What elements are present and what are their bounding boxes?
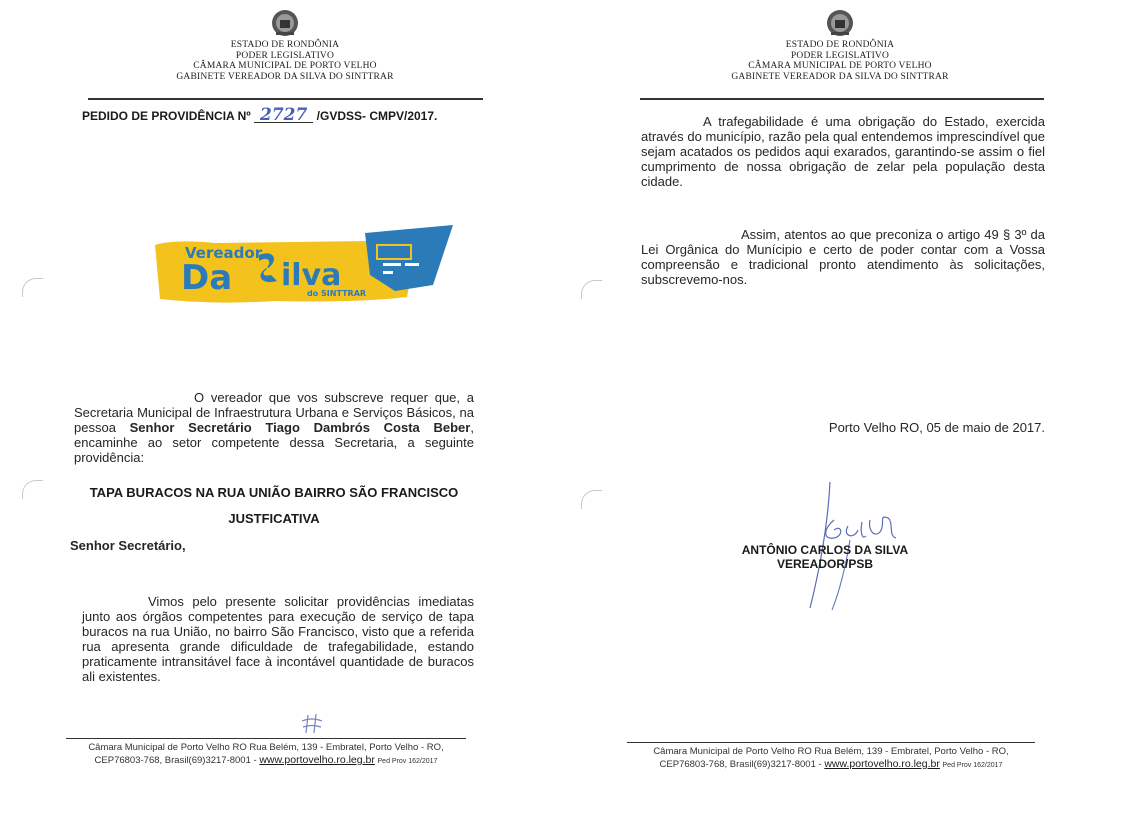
logo-text-da: Da (181, 258, 233, 298)
request-intro-paragraph (74, 390, 474, 465)
intro-text-start: O vereador que vos subscreve requer que, a Secretaria Municipal de Infraestrutura Urbana e Serviços Básicos, na pessoa (74, 390, 474, 435)
justification-paragraph-1 (641, 114, 1045, 189)
footer-tag: Ped Prov 162/2017 (377, 758, 438, 765)
coat-of-arms-icon (270, 8, 300, 38)
footer (627, 746, 1035, 772)
document-date: Porto Velho RO, 05 de maio de 2017. (828, 420, 1045, 435)
footer-contact: CEP76803-768, Brasil(69)3217-8001 - (659, 759, 825, 770)
header-line-power: PODER LEGISLATIVO (235, 50, 335, 61)
footer-tag: Ped Prov 162/2017 (942, 762, 1003, 769)
footer-address: Câmara Municipal de Porto Velho RO Rua Belém, 139 - Embratel, Porto Velho - RO, (88, 742, 444, 753)
paragraph-1-text: A trafegabilidade é uma obrigação do Estado, exercida através do município, razão pela qual entendemos imprescindível que sejam acatados os pedidos aqui exarados, garantindo-se assim o fiel cumprimento de nossa obrigação de zelar pela população desta cidade. (641, 114, 1045, 189)
signature-block (725, 543, 925, 571)
header-line-state: ESTADO DE RONDÔNIA (230, 40, 340, 50)
request-body-text: Vimos pelo presente solicitar providências imediatas junto aos órgãos competentes para execução de serviço de tapa buracos na rua União, no bairro São Francisco, visto que a referida rua apresenta grande dificuldade de trafegabilidade, estando praticamente intransitável face à incontável quantidade de buracos ali existentes. (82, 594, 474, 684)
request-number-line (82, 105, 438, 125)
header-line-office: GABINETE VEREADOR DA SILVA DO SINTTRAR (731, 71, 949, 82)
footer-rule (627, 742, 1035, 743)
logo-text-vereador: Vereador (185, 244, 263, 262)
footer-website-link[interactable]: www.portovelho.ro.leg.br (259, 754, 375, 766)
footer-contact: CEP76803-768, Brasil(69)3217-8001 - (94, 755, 260, 766)
footer (66, 742, 466, 768)
signer-name: ANTÔNIO CARLOS DA SILVA (741, 543, 909, 557)
request-body-paragraph (82, 594, 474, 684)
signer-role: VEREADOR/PSB (776, 557, 874, 571)
logo-text-sinttrar: do SINTTRAR (307, 289, 367, 298)
header-line-chamber: CÂMARA MUNICIPAL DE PORTO VELHO (748, 61, 932, 71)
footer-rule (66, 738, 466, 739)
header-line-chamber: CÂMARA MUNICIPAL DE PORTO VELHO (193, 61, 377, 71)
intro-text-end: , encaminhe ao setor competente dessa Secretaria, a seguinte providência: (74, 420, 474, 465)
vereador-logo (155, 225, 453, 305)
header-rule (88, 98, 483, 100)
justification-paragraph-2 (641, 227, 1045, 287)
request-number-handwritten: 2727 (254, 108, 313, 123)
footer-address: Câmara Municipal de Porto Velho RO Rua Belém, 139 - Embratel, Porto Velho - RO, (653, 746, 1009, 757)
secretary-name: Senhor Secretário Tiago Dambrós Costa Beber (129, 420, 471, 435)
letterhead (160, 8, 410, 82)
request-subject: TAPA BURACOS NA RUA UNIÃO BAIRRO SÃO FRANCISCO (89, 485, 459, 500)
footer-website-link[interactable]: www.portovelho.ro.leg.br (824, 758, 940, 770)
header-rule (640, 98, 1044, 100)
page-right (545, 0, 1123, 830)
coat-of-arms-icon (825, 8, 855, 38)
punch-hole-mark (22, 278, 43, 297)
letterhead (715, 8, 965, 82)
initials-mark-icon (300, 713, 324, 735)
logo-text-silva: ilva (281, 258, 342, 293)
punch-hole-mark (581, 280, 602, 299)
punch-hole-mark (581, 490, 602, 509)
header-line-state: ESTADO DE RONDÔNIA (785, 40, 895, 50)
header-line-power: PODER LEGISLATIVO (790, 50, 890, 61)
punch-hole-mark (22, 480, 43, 499)
request-prefix: PEDIDO DE PROVIDÊNCIA Nº (82, 109, 251, 123)
justification-heading: JUSTFICATIVA (228, 511, 320, 526)
header-line-office: GABINETE VEREADOR DA SILVA DO SINTTRAR (176, 71, 394, 82)
page-left (0, 0, 545, 830)
paragraph-2-text: Assim, atentos ao que preconiza o artigo 49 § 3º da Lei Orgânica do Munícipio e certo de poder contar com a Vossa compreensão e tradicional pronto atendimento às solicitações, subscrevemo-nos. (641, 227, 1045, 287)
salutation: Senhor Secretário, (70, 538, 186, 553)
request-suffix: /GVDSS- CMPV/2017. (316, 109, 438, 123)
